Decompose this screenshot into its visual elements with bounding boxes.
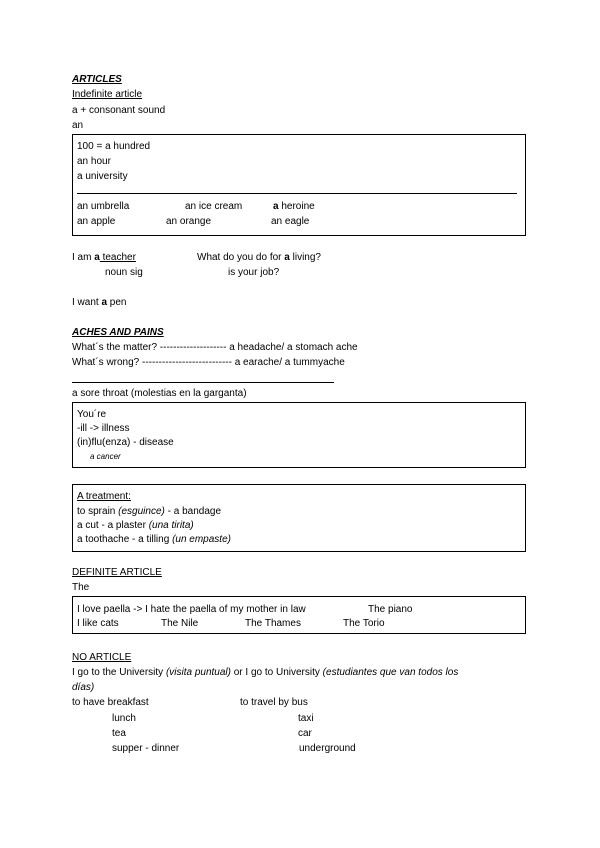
- heroine-item: [273, 200, 315, 213]
- youre-line: You´re: [77, 409, 107, 420]
- eagle-item: an eagle: [271, 216, 310, 227]
- torio-item: The Torio: [343, 618, 385, 629]
- nile-item: The Nile: [161, 618, 199, 629]
- university-sentence-cont: días): [72, 682, 95, 693]
- treatment-box: [72, 484, 526, 552]
- i-am-teacher: I am a teacher: [72, 252, 136, 263]
- toothache-line: a toothache - a tilling (un empaste): [77, 534, 231, 545]
- university-line: a university: [77, 171, 128, 182]
- definite-box: [72, 596, 526, 634]
- lunch-line: lunch: [112, 713, 136, 724]
- underground-line: underground: [299, 743, 356, 754]
- piano-item: The piano: [368, 604, 413, 615]
- article-a: a: [273, 201, 279, 212]
- ice-cream-item: an ice cream: [185, 201, 243, 212]
- heroine-word: heroine: [278, 201, 315, 212]
- indefinite-article-label: Indefinite article: [72, 89, 143, 100]
- treatment-title: A treatment:: [77, 491, 131, 502]
- tea-line: tea: [112, 728, 126, 739]
- sore-throat-line: a sore throat (molestias en la garganta): [72, 388, 247, 399]
- wrong-line: What´s wrong? --------------------------- a earache/ a tummyache: [72, 357, 345, 368]
- bus-line: to travel by bus: [240, 697, 308, 708]
- divider-line: [77, 193, 517, 194]
- ill-line: -ill -> illness: [77, 423, 130, 434]
- flu-line: (in)flu(enza) - disease: [77, 437, 174, 448]
- is-your-job: is your job?: [228, 267, 280, 278]
- hour-line: an hour: [77, 156, 111, 167]
- the-label: The: [72, 582, 90, 593]
- umbrella-item: an umbrella: [77, 201, 130, 212]
- paella-line: I love paella -> I hate the paella of my mother in law: [77, 604, 306, 615]
- articles-heading: ARTICLES: [72, 74, 122, 85]
- rule-consonant: a + consonant sound: [72, 105, 166, 116]
- aches-heading: ACHES AND PAINS: [72, 327, 164, 338]
- cats-line: I like cats: [77, 618, 119, 629]
- no-article-heading: NO ARTICLE: [72, 652, 132, 663]
- i-want-pen: I want a pen: [72, 297, 127, 308]
- aches-divider: [72, 382, 334, 383]
- living-question: What do you do for a living?: [197, 252, 321, 263]
- hundred-line: 100 = a hundred: [77, 141, 151, 152]
- thames-item: The Thames: [245, 618, 301, 629]
- university-sentence: I go to the University (visita puntual) or I go to University (estudiantes que van todos los: [72, 667, 459, 678]
- sprain-line: to sprain (esguince) - a bandage: [77, 506, 222, 517]
- car-line: car: [298, 728, 312, 739]
- supper-line: supper - dinner: [112, 743, 180, 754]
- breakfast-line: to have breakfast: [72, 697, 149, 708]
- illness-box: [72, 402, 526, 468]
- taxi-line: taxi: [298, 713, 314, 724]
- cut-line: a cut - a plaster (una tirita): [77, 520, 194, 531]
- definite-heading: DEFINITE ARTICLE: [72, 567, 162, 578]
- noun-sig: noun sig: [105, 267, 143, 278]
- rule-an: an: [72, 120, 84, 131]
- indefinite-examples-box: [72, 134, 526, 236]
- orange-item: an orange: [166, 216, 212, 227]
- matter-line: What´s the matter? -------------------- a headache/ a stomach ache: [72, 342, 358, 353]
- apple-item: an apple: [77, 216, 116, 227]
- cancer-note: a cancer: [90, 452, 121, 461]
